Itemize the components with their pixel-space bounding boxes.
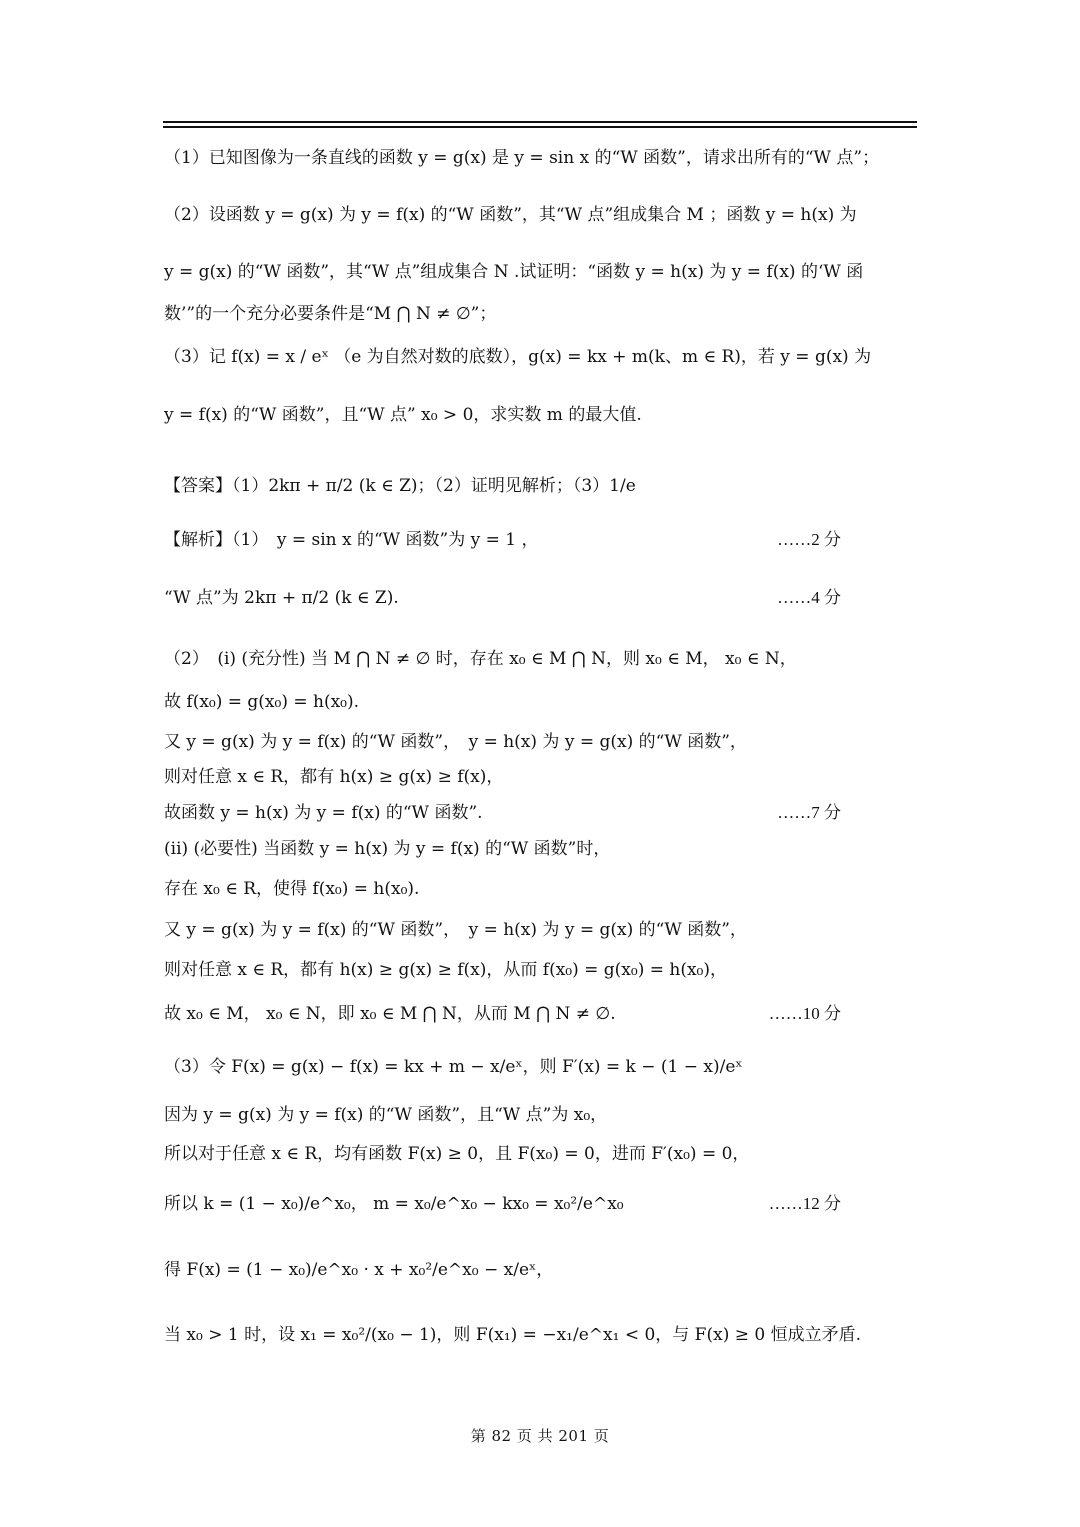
points-label: ……4 分 <box>777 588 841 607</box>
solution-line: 因为 y = g(x) 为 y = f(x) 的“W 函数”，且“W 点”为 x₀， <box>164 1105 608 1125</box>
problem-part3-line2: y = f(x) 的“W 函数”，且“W 点” x₀ > 0，求实数 m 的最大值. <box>164 405 642 425</box>
solution-line: 则对任意 x ∈ R，都有 h(x) ≥ g(x) ≥ f(x)， <box>164 767 504 787</box>
solution-line: 故 f(x₀) = g(x₀) = h(x₀). <box>164 692 360 712</box>
solution-line: 故函数 y = h(x) 为 y = f(x) 的“W 函数”. ……7 分 <box>164 801 917 825</box>
solution-line: 所以对于任意 x ∈ R，均有函数 F(x) ≥ 0，且 F(x₀) = 0，进而 F′(x₀) = 0， <box>164 1144 750 1164</box>
points-label: ……7 分 <box>777 803 841 822</box>
solution-line: 存在 x₀ ∈ R，使得 f(x₀) = h(x₀). <box>164 879 420 899</box>
solution-line: 则对任意 x ∈ R，都有 h(x) ≥ g(x) ≥ f(x)，从而 f(x₀) = g(x₀) = h(x₀)， <box>164 960 727 980</box>
problem-part2-line2: y = g(x) 的“W 函数”，其“W 点”组成集合 N .试证明：“函数 y = h(x) 为 y = f(x) 的‘W 函 <box>164 262 864 282</box>
solution-line: 得 F(x) = (1 − x₀)/e^x₀ · x + x₀²/e^x₀ − x/eˣ， <box>164 1260 554 1280</box>
problem-part2-line1: （2）设函数 y = g(x) 为 y = f(x) 的“W 函数”，其“W 点”组成集合 M ；函数 y = h(x) 为 <box>164 205 857 225</box>
solution-line: “W 点”为 2kπ + π/2 (k ∈ Z). ……4 分 <box>164 586 917 610</box>
problem-part1: （1）已知图像为一条直线的函数 y = g(x) 是 y = sin x 的“W 函数”，请求出所有的“W 点”； <box>164 148 880 168</box>
points-label: ……12 分 <box>768 1194 841 1213</box>
solution-line: 当 x₀ > 1 时，设 x₁ = x₀²/(x₀ − 1)，则 F(x₁) = −x₁/e^x₁ < 0，与 F(x) ≥ 0 恒成立矛盾. <box>164 1325 862 1345</box>
page-number: 第 82 页 共 201 页 <box>470 1427 610 1445</box>
problem-part2-line3: 数’”的一个充分必要条件是“M ⋂ N ≠ ∅”； <box>164 304 497 324</box>
solution-line: 又 y = g(x) 为 y = f(x) 的“W 函数”， y = h(x) 为 y = g(x) 的“W 函数”， <box>164 732 747 752</box>
header-rule-bottom <box>163 126 917 128</box>
answer-line: 【答案】（1）2kπ + π/2 (k ∈ Z)；（2）证明见解析；（3）1/e <box>164 476 636 496</box>
points-label: ……2 分 <box>777 530 841 549</box>
solution-line: 故 x₀ ∈ M， x₀ ∈ N，即 x₀ ∈ M ⋂ N，从而 M ⋂ N ≠ ∅. ……10 分 <box>164 1002 917 1026</box>
solution-line: （3）令 F(x) = g(x) − f(x) = kx + m − x/eˣ，则 F′(x) = k − (1 − x)/eˣ <box>164 1057 743 1077</box>
solution-line: 所以 k = (1 − x₀)/e^x₀， m = x₀/e^x₀ − kx₀ = x₀²/e^x₀ ……12 分 <box>164 1192 917 1216</box>
problem-part3-line1: （3）记 f(x) = x / eˣ （e 为自然对数的底数），g(x) = kx + m(k、m ∈ R)，若 y = g(x) 为 <box>164 347 872 367</box>
points-label: ……10 分 <box>768 1004 841 1023</box>
header-rule-top <box>163 121 917 123</box>
solution-line: 【解析】（1） y = sin x 的“W 函数”为 y = 1 ， ……2 分 <box>164 528 917 552</box>
solution-line: （2） (i) (充分性) 当 M ⋂ N ≠ ∅ 时，存在 x₀ ∈ M ⋂ N，则 x₀ ∈ M， x₀ ∈ N， <box>164 649 797 669</box>
solution-line: 又 y = g(x) 为 y = f(x) 的“W 函数”， y = h(x) 为 y = g(x) 的“W 函数”， <box>164 920 747 940</box>
solution-line: (ii) (必要性) 当函数 y = h(x) 为 y = f(x) 的“W 函数”时， <box>164 839 611 859</box>
